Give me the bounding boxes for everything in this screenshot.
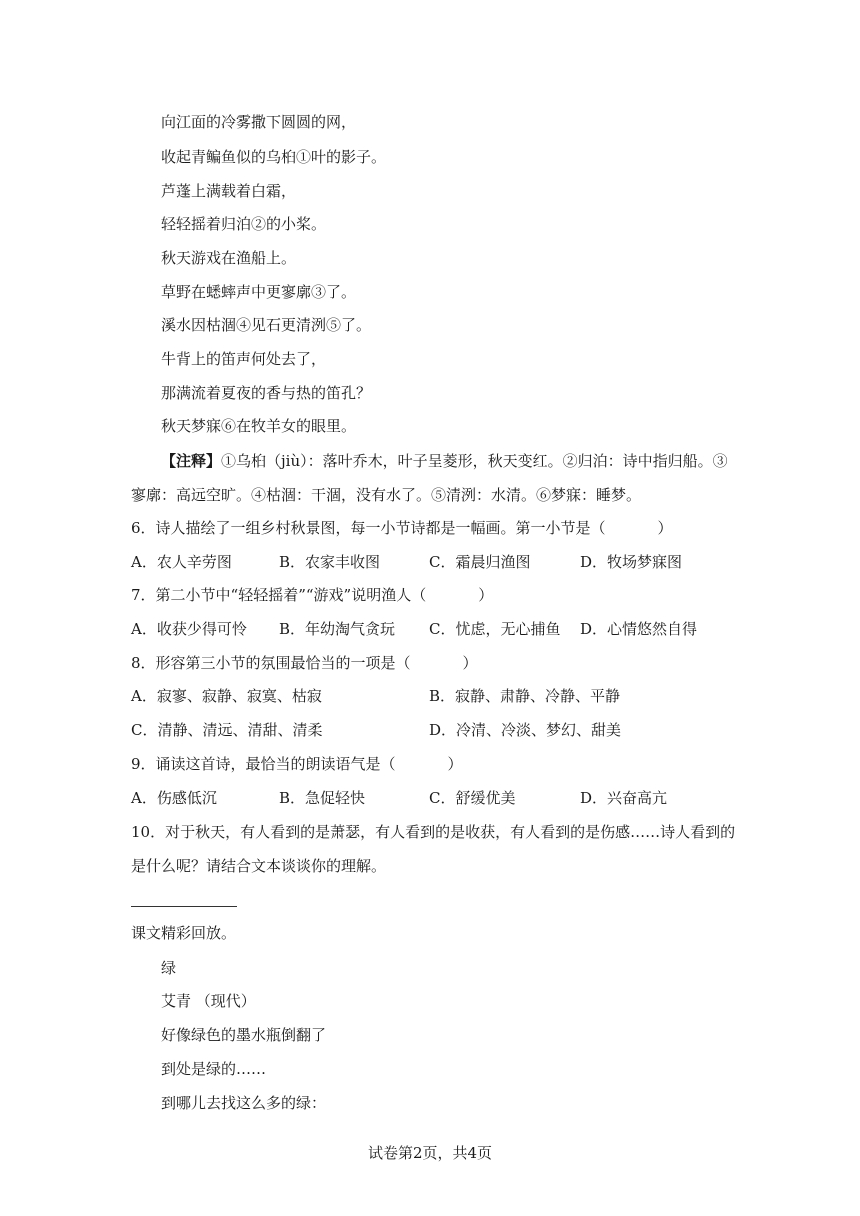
annotation-label: 【注释】 xyxy=(161,452,222,470)
poem-title: 绿 xyxy=(161,959,177,977)
option-c[interactable]: C．舒缓优美 xyxy=(429,789,516,807)
poem-line: 溪水因枯涸④见石更清洌⑤了。 xyxy=(161,316,372,334)
question-9-stem xyxy=(131,754,463,774)
poem-line: 到哪儿去找这么多的绿： xyxy=(161,1094,327,1112)
question-close: ） xyxy=(462,654,478,672)
page-footer: 试卷第2页，共4页 xyxy=(367,1144,493,1162)
option-a[interactable]: A．寂寥、寂静、寂寞、枯寂 xyxy=(131,687,322,705)
option-d[interactable]: D．兴奋高亢 xyxy=(580,789,668,807)
question-8-stem xyxy=(131,653,478,673)
annotation-line: 寥廓：高远空旷。④枯涸：干涸，没有水了。⑤清洌：水清。⑥梦寐：睡梦。 xyxy=(131,486,642,504)
poem-line: 牛背上的笛声何处去了， xyxy=(161,350,327,368)
option-c[interactable]: C．清静、清远、清甜、清柔 xyxy=(131,721,323,739)
option-d[interactable]: D．心情悠然自得 xyxy=(580,620,698,638)
option-d[interactable]: D．牧场梦寐图 xyxy=(580,553,683,571)
question-text: 9．诵读这首诗，最恰当的朗读语气是（ xyxy=(131,755,396,773)
question-text: 6．诗人描绘了一组乡村秋景图，每一小节诗都是一幅画。第一小节是（ xyxy=(131,519,606,537)
option-a[interactable]: A．收获少得可怜 xyxy=(131,620,247,638)
poem-line: 轻轻摇着归泊②的小桨。 xyxy=(161,215,327,233)
option-b[interactable]: B．急促轻快 xyxy=(279,789,366,807)
poem-line: 向江面的冷雾撒下圆圆的网， xyxy=(161,113,357,131)
poem-line: 秋天梦寐⑥在牧羊女的眼里。 xyxy=(161,417,357,435)
poem-line: 草野在蟋蟀声中更寥廓③了。 xyxy=(161,283,357,301)
poem-line: 到处是绿的…… xyxy=(161,1060,267,1078)
poem-line: 好像绿色的墨水瓶倒翻了 xyxy=(161,1026,327,1044)
section-heading: 课文精彩回放。 xyxy=(131,924,237,942)
question-close: ） xyxy=(447,755,463,773)
answer-line[interactable] xyxy=(131,906,237,907)
annotation-text: ①乌桕（jiù）：落叶乔木，叶子呈菱形，秋天变红。②归泊：诗中指归船。③ xyxy=(221,452,728,470)
poem-line: 收起青鳊鱼似的乌桕①叶的影子。 xyxy=(161,148,387,166)
question-10-stem: 10．对于秋天，有人看到的是萧瑟，有人看到的是收获，有人看到的是伤感……诗人看到的 xyxy=(131,823,736,841)
question-7-stem xyxy=(131,585,493,605)
question-6-stem xyxy=(131,518,673,538)
option-b[interactable]: B．农家丰收图 xyxy=(279,553,381,571)
question-close: ） xyxy=(657,519,673,537)
question-text: 8．形容第三小节的氛围最恰当的一项是（ xyxy=(131,654,411,672)
option-a[interactable]: A．农人辛劳图 xyxy=(131,553,232,571)
option-b[interactable]: B．年幼淘气贪玩 xyxy=(279,620,396,638)
poem-line: 芦蓬上满载着白霜， xyxy=(161,182,297,200)
option-c[interactable]: C．忧虑，无心捕鱼 xyxy=(429,620,561,638)
option-a[interactable]: A．伤感低沉 xyxy=(131,789,217,807)
question-10-stem-cont: 是什么呢？请结合文本谈谈你的理解。 xyxy=(131,857,387,875)
question-close: ） xyxy=(478,586,494,604)
poem-line: 那满流着夏夜的香与热的笛孔？ xyxy=(161,384,372,402)
option-d[interactable]: D．冷清、冷淡、梦幻、甜美 xyxy=(429,721,622,739)
question-text: 7．第二小节中“轻轻摇着”“游戏”说明渔人（ xyxy=(131,586,427,604)
annotation-line xyxy=(161,451,728,471)
poem-line: 秋天游戏在渔船上。 xyxy=(161,249,297,267)
option-b[interactable]: B．寂静、肃静、冷静、平静 xyxy=(429,687,621,705)
option-c[interactable]: C．霜晨归渔图 xyxy=(429,553,531,571)
poem-author: 艾青 （现代） xyxy=(161,992,256,1010)
